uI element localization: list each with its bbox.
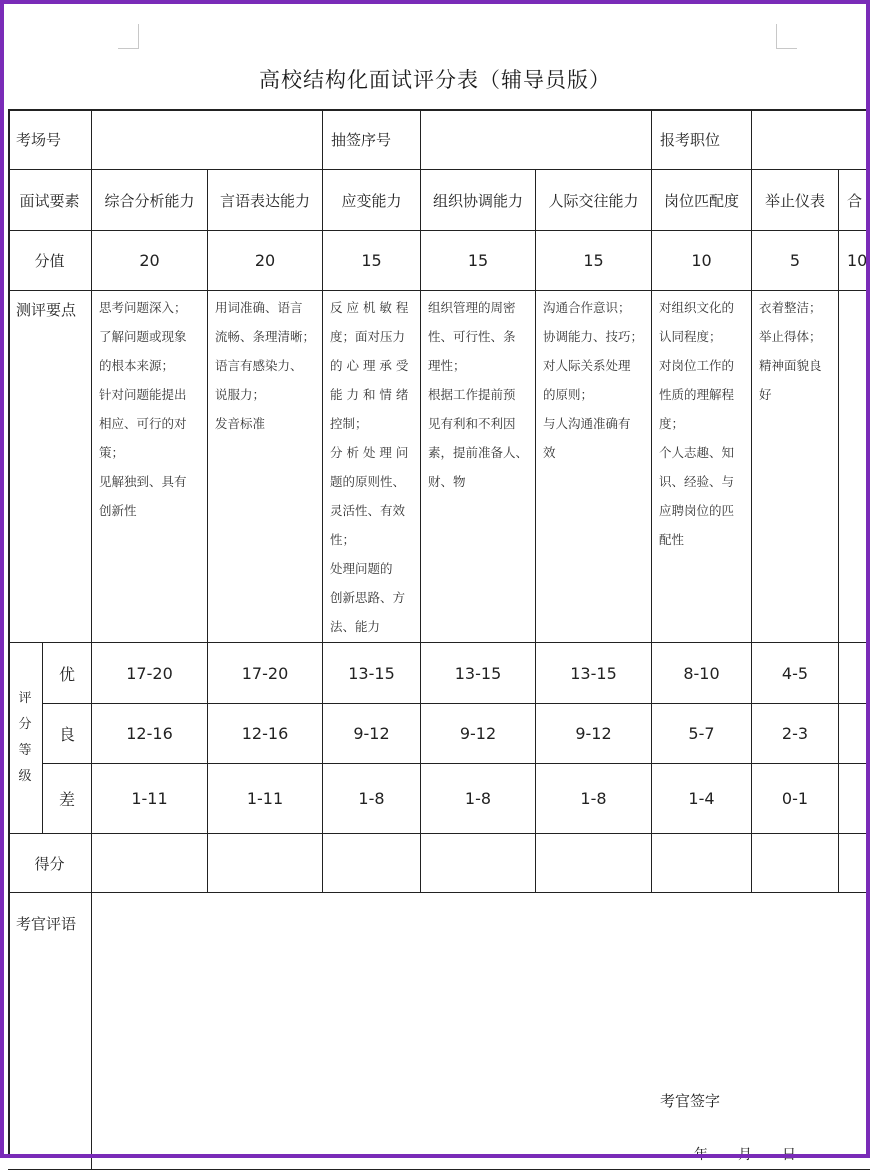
- comments-area: [92, 893, 870, 1170]
- score-weight-cell: 15: [323, 231, 421, 291]
- final-score-cell: [323, 834, 421, 893]
- grade-range-cell: 2-3: [752, 704, 839, 764]
- grade-range-cell: [839, 704, 870, 764]
- grade-range-cell: [839, 643, 870, 704]
- grade-level-label: 差: [43, 764, 92, 834]
- position-label: 报考职位: [652, 109, 752, 170]
- final-score-label: 得分: [8, 834, 92, 893]
- grade-range-cell: 1-8: [536, 764, 652, 834]
- grade-range-cell: [839, 764, 870, 834]
- factor-header-cell: 合: [839, 170, 870, 231]
- grade-header-char: 分: [18, 717, 32, 732]
- final-score-cell: [839, 834, 870, 893]
- final-score-cell: [421, 834, 536, 893]
- grade-range-cell: 12-16: [92, 704, 208, 764]
- grade-range-cell: 9-12: [323, 704, 421, 764]
- factor-header-cell: 言语表达能力: [208, 170, 323, 231]
- grade-range-cell: 1-8: [323, 764, 421, 834]
- grade-header-char: 等: [18, 743, 32, 758]
- final-score-cell: [652, 834, 752, 893]
- requirement-cell: 对组织文化的 认同程度； 对岗位工作的 性质的理解程 度； 个人志趣、知 识、经验、与 应聘岗位的匹 配性: [652, 291, 752, 643]
- factor-header-cell: 岗位匹配度: [652, 170, 752, 231]
- grade-level-label: 良: [43, 704, 92, 764]
- grade-range-cell: 1-8: [421, 764, 536, 834]
- lot-number-label: 抽签序号: [323, 109, 421, 170]
- factor-header-cell: 举止仪表: [752, 170, 839, 231]
- date-label: 年月日: [694, 1147, 826, 1163]
- requirement-cell: 沟通合作意识； 协调能力、技巧； 对人际关系处理 的原则； 与人沟通准确有 效: [536, 291, 652, 643]
- grade-range-cell: 0-1: [752, 764, 839, 834]
- grade-range-cell: 8-10: [652, 643, 752, 704]
- score-weight-cell: 10: [839, 231, 870, 291]
- document-title: 高校结构化面试评分表（辅导员版）: [259, 68, 611, 92]
- final-score-cell: [92, 834, 208, 893]
- requirements-header: 测评要点: [8, 291, 92, 643]
- factor-header-cell: 应变能力: [323, 170, 421, 231]
- grade-range-cell: 1-11: [92, 764, 208, 834]
- grade-level-label: 优: [43, 643, 92, 704]
- requirement-cell: 组织管理的周密 性、可行性、条 理性； 根据工作提前预 见有利和不利因 素，提前准备人、 财、物: [421, 291, 536, 643]
- final-score-cell: [536, 834, 652, 893]
- requirement-cell: 反 应 机 敏 程 度；面对压力 的 心 理 承 受 能 力 和 情 绪 控制； 分 析 处 理 问 题的原则性、 灵活性、有效 性； 处理问题的 创新思路、方 法、能力: [323, 291, 421, 643]
- comments-label: 考官评语: [8, 893, 92, 1170]
- score-weight-cell: 20: [92, 231, 208, 291]
- factor-header-cell: 综合分析能力: [92, 170, 208, 231]
- score-weight-header: 分值: [8, 231, 92, 291]
- grade-header-char: 评: [18, 691, 32, 706]
- requirement-cell: 衣着整洁； 举止得体； 精神面貌良 好: [752, 291, 839, 643]
- score-weight-cell: 10: [652, 231, 752, 291]
- grade-range-cell: 9-12: [536, 704, 652, 764]
- factor-header-cell: 人际交往能力: [536, 170, 652, 231]
- grade-range-cell: 17-20: [208, 643, 323, 704]
- grade-range-cell: 4-5: [752, 643, 839, 704]
- page-corner-mark-left: [118, 24, 139, 49]
- requirement-cell: 思考问题深入； 了解问题或现象 的根本来源； 针对问题能提出 相应、可行的对 策； 见解独到、具有 创新性: [92, 291, 208, 643]
- score-weight-cell: 20: [208, 231, 323, 291]
- exam-room-label: 考场号: [8, 109, 92, 170]
- score-weight-cell: 15: [536, 231, 652, 291]
- score-weight-cell: 15: [421, 231, 536, 291]
- score-weight-cell: 5: [752, 231, 839, 291]
- grade-group-header: [8, 643, 43, 834]
- grade-range-cell: 13-15: [421, 643, 536, 704]
- grade-range-cell: 9-12: [421, 704, 536, 764]
- grade-range-cell: 12-16: [208, 704, 323, 764]
- page-corner-mark-right: [776, 24, 797, 49]
- grade-range-cell: 5-7: [652, 704, 752, 764]
- lot-number-value: [421, 109, 652, 170]
- grade-range-cell: 1-11: [208, 764, 323, 834]
- position-value: [752, 109, 870, 170]
- factor-header-cell: 组织协调能力: [421, 170, 536, 231]
- final-score-cell: [208, 834, 323, 893]
- grade-range-cell: 17-20: [92, 643, 208, 704]
- grade-range-cell: 13-15: [536, 643, 652, 704]
- factors-header: 面试要素: [8, 170, 92, 231]
- examiner-signature-label: 考官签字: [660, 1092, 721, 1110]
- exam-room-value: [92, 109, 323, 170]
- grade-range-cell: 1-4: [652, 764, 752, 834]
- requirement-cell: [839, 291, 870, 643]
- final-score-cell: [752, 834, 839, 893]
- grade-range-cell: 13-15: [323, 643, 421, 704]
- grade-header-char: 级: [18, 769, 32, 784]
- requirement-cell: 用词准确、语言 流畅、条理清晰； 语言有感染力、 说服力； 发音标准: [208, 291, 323, 643]
